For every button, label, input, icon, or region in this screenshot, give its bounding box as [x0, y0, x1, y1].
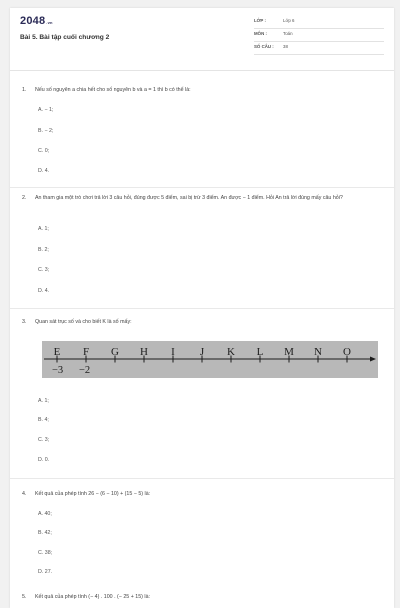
point-label-e: E	[53, 346, 61, 358]
number-label: −2	[79, 365, 91, 376]
meta-row-class	[254, 16, 384, 29]
header-divider	[10, 70, 394, 71]
worksheet-meta	[254, 16, 384, 55]
question-number: 3.	[22, 319, 27, 325]
question-body: Kết quả của phép tính (− 4) . 100 . (− 25 + 15) là:	[35, 594, 150, 600]
question-number: 1.	[22, 87, 27, 93]
worksheet-page	[10, 8, 394, 608]
option-d[interactable]: D. 27.	[38, 569, 53, 575]
option-c[interactable]: C. 38;	[38, 550, 53, 556]
option-d[interactable]: D. 0.	[38, 457, 50, 463]
point-label-n: N	[314, 346, 322, 358]
meta-row-subject	[254, 29, 384, 42]
meta-row-question-count	[254, 42, 384, 55]
option-c[interactable]: C. 3;	[38, 267, 50, 273]
point-label-g: G	[111, 346, 119, 358]
meta-value: Toán	[283, 31, 293, 36]
meta-label: MÔN :	[254, 31, 267, 36]
question-divider	[10, 187, 394, 188]
lesson-title: Bài 5. Bài tập cuối chương 2	[20, 34, 110, 41]
number-label: −3	[52, 365, 64, 376]
option-a[interactable]: A. 1;	[38, 226, 49, 232]
question-number: 5.	[22, 594, 27, 600]
option-c[interactable]: C. 3;	[38, 437, 50, 443]
option-b[interactable]: B. 42;	[38, 530, 52, 536]
question-divider	[10, 308, 394, 309]
option-b[interactable]: B. − 2;	[38, 128, 54, 134]
axis-arrow	[370, 357, 376, 362]
option-a[interactable]: A. 40;	[38, 511, 52, 517]
question-number: 4.	[22, 491, 27, 497]
point-label-f: F	[82, 346, 90, 358]
meta-value: 38	[283, 44, 288, 49]
point-label-o: O	[343, 346, 351, 358]
point-label-j: J	[199, 346, 205, 358]
question-divider	[10, 478, 394, 479]
point-label-m: M	[284, 346, 294, 358]
question-body: Quan sát trục số và cho biết K là số mấy:	[35, 319, 132, 325]
site-logo[interactable]	[20, 15, 53, 27]
option-a[interactable]: A. − 1;	[38, 107, 54, 113]
point-label-l: L	[256, 346, 264, 358]
logo-domain: .vn	[46, 20, 53, 25]
option-d[interactable]: D. 4.	[38, 288, 50, 294]
question-body: Nếu số nguyên a chia hết cho số nguyên b và a = 1 thì b có thể là:	[35, 87, 191, 93]
point-label-i: I	[171, 346, 175, 358]
option-a[interactable]: A. 1;	[38, 398, 49, 404]
option-c[interactable]: C. 0;	[38, 148, 50, 154]
question-number: 2.	[22, 195, 27, 201]
option-d[interactable]: D. 4.	[38, 168, 50, 174]
logo-text: 2048	[20, 15, 46, 27]
option-b[interactable]: B. 4;	[38, 417, 49, 423]
number-line-graphic	[42, 341, 378, 378]
number-line-image	[42, 341, 378, 378]
meta-label: SỐ CÂU :	[254, 44, 274, 49]
meta-label: LỚP :	[254, 18, 266, 23]
worksheet-header	[10, 8, 394, 68]
point-label-k: K	[227, 346, 235, 358]
question-body: An tham gia một trò chơi trả lời 3 câu hỏi, đúng được 5 điểm, sai bị trừ 3 điểm. An được − 1 điểm. Hỏi An trả lời đúng mấy câu hỏi?	[35, 195, 343, 201]
meta-value: Lớp 6	[283, 18, 295, 23]
question-body: Kết quả của phép tính 26 − (6 − 10) + (15 − 5) là:	[35, 491, 151, 497]
option-b[interactable]: B. 2;	[38, 247, 49, 253]
point-label-h: H	[140, 346, 148, 358]
